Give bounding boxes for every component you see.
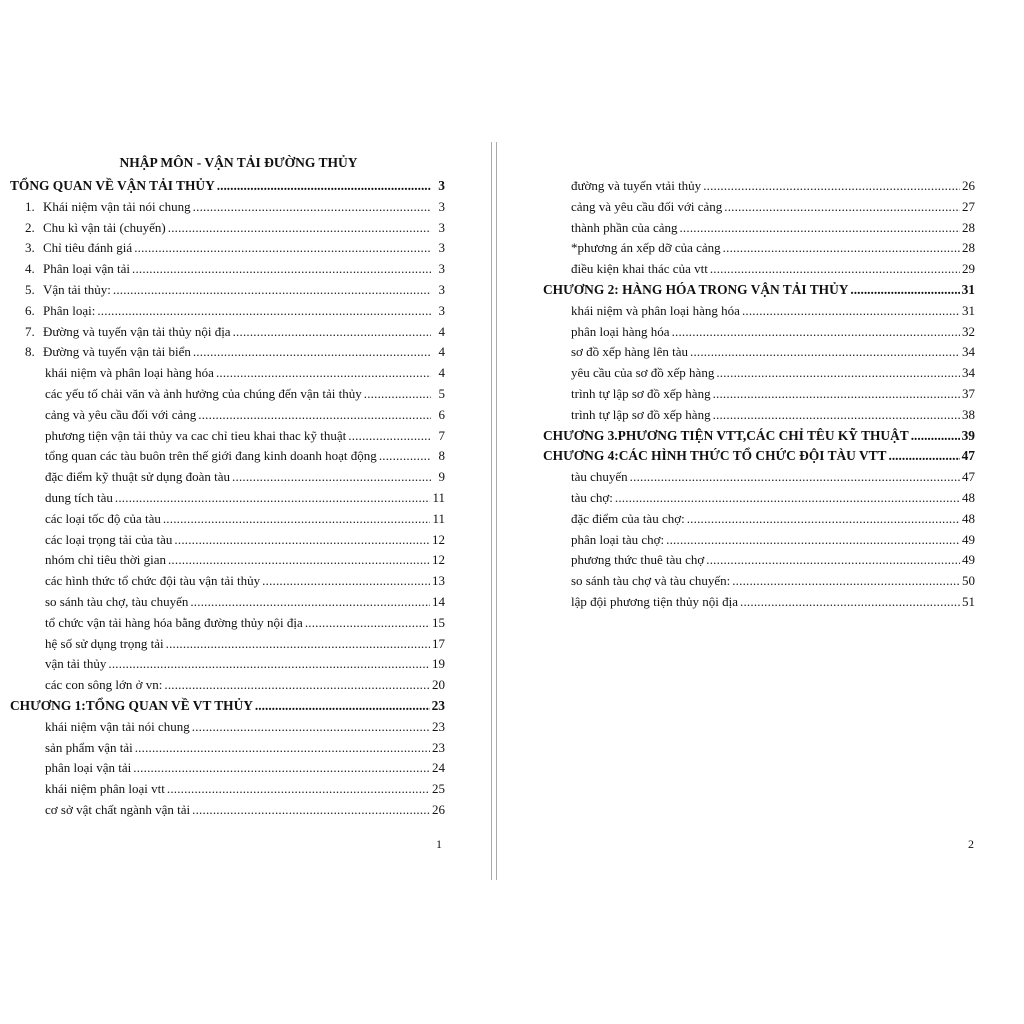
toc-leader-dots: [113, 280, 431, 301]
toc-entry-label: phương thức thuê tàu chợ: [571, 552, 705, 568]
toc-leader-dots: [679, 218, 960, 239]
toc-page-number: 25: [432, 781, 445, 797]
toc-entry-label: khái niệm phân loại vtt: [45, 781, 165, 797]
toc-leader-dots: [850, 280, 959, 301]
toc-page-number: 49: [962, 531, 975, 547]
toc-entry-text: [571, 259, 708, 280]
toc-page-number: 5: [438, 385, 445, 401]
toc-entry-text: [25, 301, 95, 322]
toc-entry-text: [45, 467, 230, 488]
toc-chapter-entry[interactable]: [543, 426, 975, 447]
toc-leader-dots: [687, 509, 960, 530]
toc-entry-label: sản phẩm vận tải: [45, 739, 133, 755]
toc-entry-text: [45, 571, 260, 592]
toc-page-number: 3: [438, 302, 445, 318]
toc-entry-label: khái niệm và phân loại hàng hóa: [571, 302, 740, 318]
toc-entry-text: [571, 571, 730, 592]
toc-entry-label: cảng và yêu cầu đối với cảng: [571, 198, 723, 214]
toc-entry[interactable]: [10, 301, 445, 322]
toc-page-number: 20: [432, 677, 445, 693]
toc-page-number: 11: [432, 489, 445, 505]
toc-entry-text: [10, 176, 215, 197]
toc-entry-text: [45, 717, 190, 738]
toc-page-number: 39: [961, 427, 975, 443]
document-title: NHẬP MÔN - VẬN TẢI ĐƯỜNG THỦY: [119, 155, 358, 170]
toc-page-number: 3: [438, 281, 445, 297]
toc-entry[interactable]: [10, 571, 445, 592]
toc-entry[interactable]: [10, 426, 445, 447]
toc-entry[interactable]: [543, 384, 975, 405]
toc-leader-dots: [713, 384, 960, 405]
toc-entry-number: 5.: [25, 281, 35, 297]
toc-page-number: 23: [432, 739, 445, 755]
toc-entry-text: [25, 342, 191, 363]
toc-list-right: [543, 176, 975, 613]
toc-entry-label: so sánh tàu chợ, tàu chuyến: [45, 593, 189, 609]
toc-entry-text: [45, 738, 133, 759]
toc-entry-text: [571, 488, 613, 509]
toc-entry-text: [543, 446, 886, 467]
toc-entry[interactable]: [10, 218, 445, 239]
page-number-right: 2: [968, 837, 974, 851]
toc-entry-text: [571, 363, 714, 384]
toc-page-number: 28: [962, 219, 975, 235]
toc-entry-label: các con sông lớn ở vn:: [45, 677, 163, 693]
toc-entry[interactable]: [543, 322, 975, 343]
toc-page-number: 48: [962, 510, 975, 526]
toc-leader-dots: [217, 176, 431, 197]
toc-page-number: 15: [432, 614, 445, 630]
toc-entry-label: vận tải thủy: [45, 656, 107, 672]
toc-page-number: 23: [432, 718, 445, 734]
toc-page-number: 11: [432, 510, 445, 526]
toc-leader-dots: [198, 405, 431, 426]
toc-leader-dots: [615, 488, 960, 509]
toc-entry-number: 2.: [25, 219, 35, 235]
toc-page-number: 3: [438, 240, 445, 256]
toc-entry-label: đặc điểm kỹ thuật sử dụng đoàn tàu: [45, 469, 231, 485]
toc-entry[interactable]: [10, 530, 445, 551]
toc-page-number: 17: [432, 635, 445, 651]
toc-page-number: 26: [962, 178, 975, 193]
toc-entry-label: các hình thức tổ chức đội tàu vận tải thủy: [45, 573, 261, 589]
toc-page-number: 14: [432, 593, 445, 609]
toc-entry[interactable]: [543, 218, 975, 239]
toc-leader-dots: [134, 238, 431, 259]
toc-leader-dots: [132, 259, 431, 280]
toc-leader-dots: [911, 426, 960, 447]
toc-entry-text: [571, 342, 688, 363]
toc-chapter-entry[interactable]: [543, 280, 975, 301]
toc-page-number: 26: [432, 801, 445, 817]
toc-entry-label: Phân loại vận tải: [43, 261, 131, 277]
toc-entry-label: Vận tải thủy:: [43, 281, 111, 297]
toc-leader-dots: [305, 613, 430, 634]
toc-entry[interactable]: [543, 571, 975, 592]
toc-entry[interactable]: [10, 363, 445, 384]
toc-entry-number: 6.: [25, 302, 35, 318]
toc-page-number: 29: [962, 261, 975, 277]
toc-leader-dots: [97, 301, 431, 322]
toc-entry-text: [45, 426, 346, 447]
toc-entry-text: [45, 405, 196, 426]
toc-entry-label: phân loại tàu chợ:: [571, 531, 665, 547]
toc-entry-label: tổ chức vận tải hàng hóa bằng đường thủy nội địa: [45, 614, 303, 630]
toc-page-number: 28: [962, 240, 975, 256]
toc-entry-text: [45, 634, 164, 655]
toc-page-number: 34: [962, 344, 975, 360]
toc-page-number: 7: [438, 427, 445, 443]
toc-leader-dots: [133, 758, 430, 779]
toc-entry-label: CHƯƠNG 2: HÀNG HÓA TRONG VẬN TẢI THỦY: [543, 281, 849, 297]
toc-leader-dots: [192, 717, 430, 738]
toc-entry-label: yêu cầu của sơ đồ xếp hàng: [571, 365, 715, 381]
toc-leader-dots: [732, 571, 960, 592]
toc-page-number: 3: [438, 198, 445, 214]
toc-entry-text: [45, 800, 190, 821]
toc-entry-text: [45, 363, 214, 384]
toc-entry-label: phương tiện vận tải thủy va cac chỉ tieu khai thac kỹ thuật: [45, 427, 347, 443]
toc-entry[interactable]: [543, 592, 975, 613]
toc-entry-label: Khái niệm vận tải nói chung: [43, 198, 191, 214]
toc-entry-label: tàu chuyến: [571, 469, 628, 485]
toc-entry-label: điều kiện khai thác của vtt: [571, 261, 708, 277]
toc-entry-text: [25, 259, 130, 280]
toc-entry[interactable]: [543, 363, 975, 384]
toc-entry-text: [10, 696, 253, 717]
toc-entry-text: [25, 322, 231, 343]
toc-entry-text: [45, 613, 303, 634]
toc-page-number: 4: [438, 365, 445, 381]
toc-entry-text: [25, 238, 132, 259]
toc-leader-dots: [703, 176, 960, 197]
toc-entry-number: 4.: [25, 261, 35, 277]
toc-leader-dots: [193, 197, 431, 218]
toc-entry-text: [25, 280, 111, 301]
toc-page-number: 37: [962, 385, 975, 401]
toc-page-number: 49: [962, 552, 975, 568]
toc-entry[interactable]: [10, 634, 445, 655]
toc-entry-label: phân loại vận tải: [45, 760, 132, 776]
toc-leader-dots: [164, 675, 430, 696]
left-page: [10, 150, 445, 821]
toc-entry-label: Phân loại:: [43, 302, 96, 318]
toc-entry-text: [543, 426, 909, 447]
toc-leader-dots: [115, 488, 431, 509]
toc-entry-text: [571, 592, 738, 613]
toc-entry-label: các loại tốc độ của tàu: [45, 510, 161, 526]
toc-leader-dots: [379, 446, 431, 467]
toc-entry[interactable]: [10, 342, 445, 363]
toc-entry-text: [571, 218, 677, 239]
toc-entry-text: [45, 675, 162, 696]
toc-leader-dots: [740, 592, 960, 613]
toc-entry-text: [45, 758, 131, 779]
toc-leader-dots: [888, 446, 959, 467]
toc-entry-label: Chỉ tiêu đánh giá: [43, 240, 133, 256]
right-top-spacer: [543, 150, 975, 176]
toc-entry-label: Chu kì vận tải (chuyến): [43, 219, 166, 235]
toc-chapter-entry[interactable]: [543, 446, 975, 467]
toc-entry-number: 7.: [25, 323, 35, 339]
toc-leader-dots: [724, 197, 960, 218]
toc-page-number: 32: [962, 323, 975, 339]
toc-leader-dots: [716, 363, 960, 384]
toc-entry-text: [25, 218, 166, 239]
toc-leader-dots: [672, 322, 960, 343]
toc-entry-text: [543, 280, 848, 301]
toc-entry[interactable]: [10, 654, 445, 675]
page-divider: [491, 142, 497, 880]
toc-page-number: 3: [438, 219, 445, 235]
toc-chapter-entry[interactable]: [10, 176, 445, 197]
toc-leader-dots: [348, 426, 431, 447]
toc-entry-text: [571, 530, 664, 551]
toc-entry-text: [571, 301, 740, 322]
toc-leader-dots: [630, 467, 960, 488]
toc-leader-dots: [233, 322, 431, 343]
toc-entry[interactable]: [543, 342, 975, 363]
toc-entry[interactable]: [543, 301, 975, 322]
toc-leader-dots: [135, 738, 430, 759]
toc-leader-dots: [193, 342, 431, 363]
toc-page-number: 34: [962, 365, 975, 381]
toc-entry[interactable]: [10, 592, 445, 613]
toc-leader-dots: [262, 571, 430, 592]
toc-entry-number: 8.: [25, 344, 35, 360]
toc-entry-label: Đường và tuyến vận tải biển: [43, 344, 191, 360]
toc-leader-dots: [742, 301, 960, 322]
toc-leader-dots: [166, 634, 430, 655]
toc-entry-text: [25, 197, 191, 218]
toc-leader-dots: [174, 530, 430, 551]
toc-leader-dots: [168, 550, 430, 571]
toc-page-number: 38: [962, 406, 975, 422]
toc-entry-label: so sánh tàu chợ và tàu chuyến:: [571, 573, 731, 589]
toc-entry-text: [571, 509, 685, 530]
toc-leader-dots: [232, 467, 431, 488]
toc-entry-label: khái niệm vận tải nói chung: [45, 718, 190, 734]
toc-entry[interactable]: [10, 488, 445, 509]
toc-leader-dots: [723, 238, 960, 259]
toc-entry[interactable]: [10, 800, 445, 821]
toc-leader-dots: [216, 363, 431, 384]
toc-page-number: 12: [432, 552, 445, 568]
toc-entry[interactable]: [10, 717, 445, 738]
toc-entry[interactable]: [543, 405, 975, 426]
toc-entry-label: tàu chợ:: [571, 489, 613, 505]
toc-chapter-entry[interactable]: [10, 696, 445, 717]
toc-entry-text: [45, 592, 188, 613]
toc-entry-text: [571, 405, 711, 426]
toc-page-number: 31: [961, 281, 975, 297]
toc-entry[interactable]: [10, 259, 445, 280]
toc-entry-label: TỔNG QUAN VỀ VẬN TẢI THỦY: [10, 178, 215, 193]
toc-entry-text: [571, 322, 670, 343]
toc-entry-label: CHƯƠNG 4:CÁC HÌNH THỨC TỔ CHỨC ĐỘI TÀU VTT: [543, 448, 887, 464]
toc-page-number: 12: [432, 531, 445, 547]
toc-page-number: 47: [961, 448, 975, 464]
toc-entry-text: [45, 654, 106, 675]
toc-leader-dots: [713, 405, 960, 426]
toc-entry[interactable]: [10, 613, 445, 634]
toc-entry-text: [45, 509, 161, 530]
toc-leader-dots: [108, 654, 430, 675]
toc-entry-label: lập đội phương tiện thủy nội địa: [571, 593, 739, 609]
toc-entry-label: thành phần của cảng: [571, 219, 678, 235]
toc-entry[interactable]: [10, 384, 445, 405]
toc-entry[interactable]: [10, 446, 445, 467]
toc-entry[interactable]: [543, 176, 975, 197]
toc-entry[interactable]: [543, 550, 975, 571]
toc-page-number: 50: [962, 573, 975, 589]
toc-page-number: 19: [432, 656, 445, 672]
toc-entry[interactable]: [10, 322, 445, 343]
toc-page-number: 3: [438, 178, 445, 193]
toc-entry-label: Đường và tuyến vận tải thủy nội địa: [43, 323, 231, 339]
toc-page-number: 8: [438, 448, 445, 464]
toc-entry[interactable]: [543, 197, 975, 218]
toc-entry-label: các loại trọng tải của tàu: [45, 531, 173, 547]
toc-leader-dots: [364, 384, 431, 405]
toc-entry-number: 3.: [25, 240, 35, 256]
toc-leader-dots: [690, 342, 960, 363]
toc-entry-label: khái niệm và phân loại hàng hóa: [45, 365, 214, 381]
toc-page-number: 47: [962, 469, 975, 485]
toc-entry[interactable]: [543, 467, 975, 488]
toc-entry[interactable]: [10, 405, 445, 426]
toc-entry-label: đường và tuyến vtải thủy: [571, 178, 702, 193]
toc-entry-label: tổng quan các tàu buôn trên thế giới đang kinh doanh hoạt động: [45, 448, 377, 464]
toc-leader-dots: [163, 509, 431, 530]
toc-entry-text: [45, 488, 113, 509]
page-number-left: 1: [436, 837, 442, 851]
toc-entry-label: trình tự lập sơ đồ xếp hàng: [571, 385, 711, 401]
toc-leader-dots: [666, 530, 960, 551]
toc-page-number: 31: [962, 302, 975, 318]
toc-page-number: 48: [962, 489, 975, 505]
toc-entry[interactable]: [10, 550, 445, 571]
toc-page-number: 6: [438, 406, 445, 422]
toc-page-number: 23: [431, 697, 445, 713]
toc-entry-label: phân loại hàng hóa: [571, 323, 670, 339]
toc-entry-label: hệ số sử dụng trọng tải: [45, 635, 164, 651]
toc-leader-dots: [190, 592, 430, 613]
toc-entry-text: [45, 446, 377, 467]
toc-entry-text: [45, 384, 362, 405]
toc-entry-label: CHƯƠNG 3.PHƯƠNG TIỆN VTT,CÁC CHỈ TÊU KỸ THUẬT: [543, 427, 909, 443]
toc-leader-dots: [167, 779, 430, 800]
toc-entry-label: đặc điểm của tàu chợ:: [571, 510, 685, 526]
right-page: [543, 150, 975, 613]
toc-entry-label: cơ sở vật chất ngành vận tải: [45, 801, 191, 817]
toc-entry[interactable]: [10, 280, 445, 301]
toc-entry-text: [571, 176, 701, 197]
toc-leader-dots: [255, 696, 430, 717]
toc-entry-text: [571, 550, 704, 571]
toc-entry-label: nhóm chỉ tiêu thời gian: [45, 552, 166, 568]
toc-entry[interactable]: [543, 488, 975, 509]
toc-entry[interactable]: [10, 238, 445, 259]
toc-entry[interactable]: [10, 197, 445, 218]
toc-leader-dots: [710, 259, 960, 280]
toc-page-number: 3: [438, 261, 445, 277]
toc-entry[interactable]: [10, 779, 445, 800]
toc-leader-dots: [706, 550, 960, 571]
toc-entry-text: [45, 779, 165, 800]
toc-entry[interactable]: [10, 509, 445, 530]
toc-entry[interactable]: [10, 467, 445, 488]
toc-entry-number: 1.: [25, 198, 35, 214]
toc-leader-dots: [168, 218, 431, 239]
toc-entry-label: cảng và yêu cầu đối với cảng: [45, 406, 197, 422]
toc-entry-label: *phương án xếp dỡ của cảng: [571, 240, 721, 256]
toc-entry[interactable]: [543, 509, 975, 530]
toc-entry-label: dung tích tàu: [45, 489, 113, 505]
toc-entry-text: [45, 550, 166, 571]
toc-page-number: 51: [962, 593, 975, 609]
toc-entry[interactable]: [10, 738, 445, 759]
toc-page-number: 13: [432, 573, 445, 589]
toc-page-number: 9: [438, 469, 445, 485]
toc-entry-label: các yếu tố chải văn và ảnh hưởng của chúng đến vận tải thủy: [45, 385, 362, 401]
toc-entry-text: [571, 467, 628, 488]
toc-entry[interactable]: [10, 758, 445, 779]
toc-page-number: 27: [962, 198, 975, 214]
toc-entry[interactable]: [543, 238, 975, 259]
toc-page-number: 24: [432, 760, 445, 776]
toc-page-number: 4: [438, 344, 445, 360]
toc-entry-label: sơ đồ xếp hàng lên tàu: [571, 344, 688, 360]
toc-entry[interactable]: [10, 675, 445, 696]
toc-entry-label: trình tự lập sơ đồ xếp hàng: [571, 406, 711, 422]
toc-entry-label: CHƯƠNG 1:TỔNG QUAN VỀ VT THỦY: [10, 697, 253, 713]
toc-entry-text: [45, 530, 172, 551]
toc-list-left: [10, 176, 445, 821]
toc-entry[interactable]: [543, 259, 975, 280]
toc-leader-dots: [192, 800, 430, 821]
toc-entry-text: [571, 197, 722, 218]
toc-entry-text: [571, 238, 721, 259]
toc-entry[interactable]: [543, 530, 975, 551]
toc-entry-text: [571, 384, 711, 405]
toc-page-number: 4: [438, 323, 445, 339]
